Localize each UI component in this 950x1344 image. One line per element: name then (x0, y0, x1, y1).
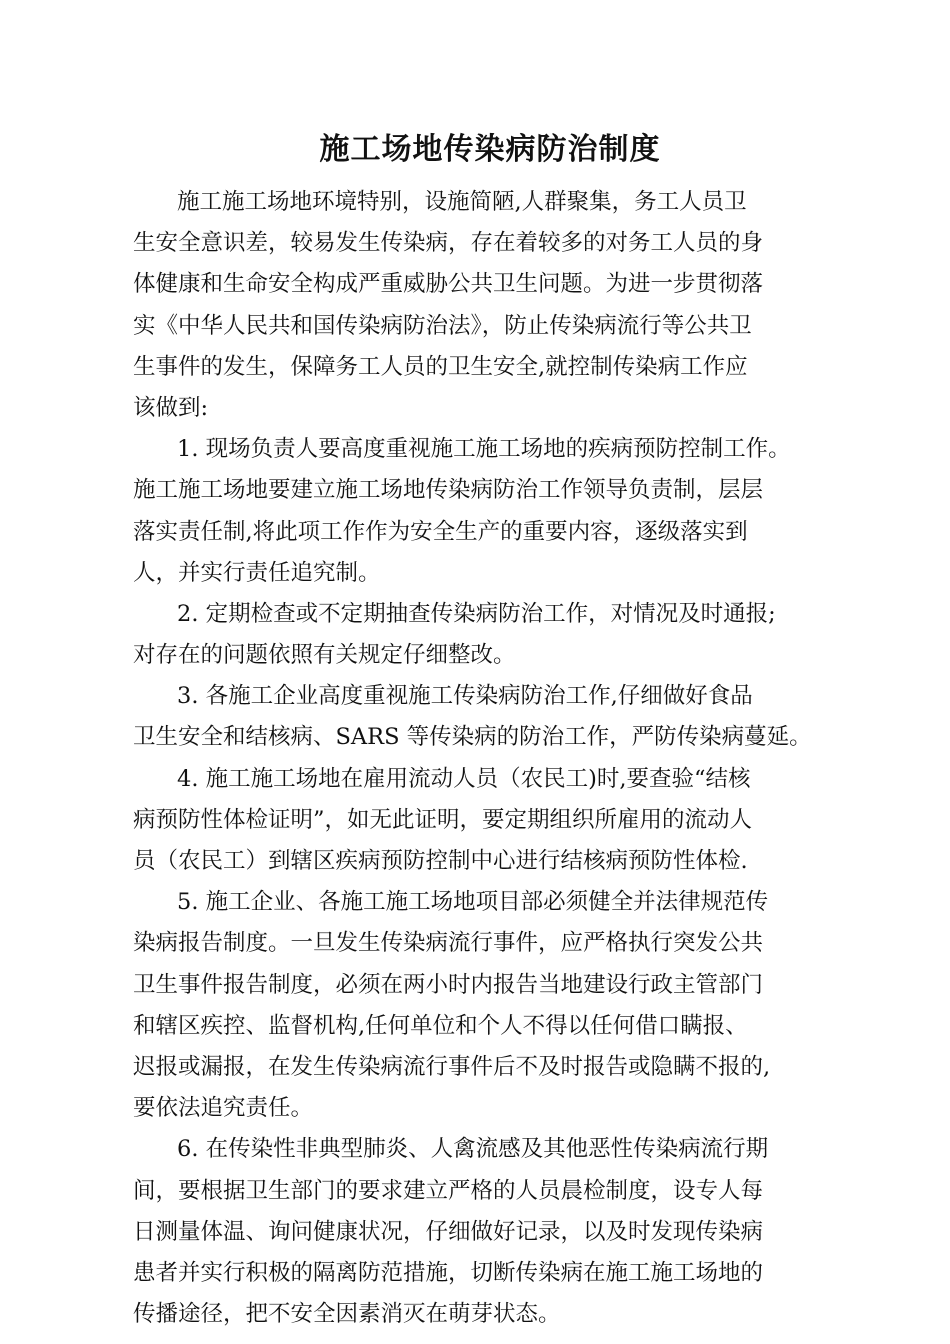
body-line: 2. 定期检查或不定期抽查传染病防治工作，对情况及时通报; (177, 600, 776, 627)
body-line: 生事件的发生，保障务工人员的卫生安全,就控制传染病工作应 (133, 353, 748, 380)
body-line: 要依法追究责任。 (133, 1095, 314, 1122)
body-line: 日测量体温、询问健康状况，仔细做好记录，以及时发现传染病 (133, 1218, 764, 1245)
body-line: 卫生事件报告制度，必须在两小时内报告当地建设行政主管部门 (133, 971, 764, 998)
body-line: 1. 现场负责人要高度重视施工施工场地的疾病预防控制工作。 (177, 436, 791, 463)
body-line: 落实责任制,将此项工作作为安全生产的重要内容，逐级落实到 (133, 518, 748, 545)
body-line: 间，要根据卫生部门的要求建立严格的人员晨检制度，设专人每 (133, 1177, 764, 1204)
body-line: 迟报或漏报，在发生传染病流行事件后不及时报告或隐瞒不报的, (133, 1053, 771, 1080)
body-line: 6. 在传染性非典型肺炎、人禽流感及其他恶性传染病流行期 (177, 1136, 769, 1163)
document-title: 施工场地传染病防治制度 (319, 132, 661, 167)
document-body (133, 182, 823, 1335)
body-line: 施工施工场地要建立施工场地传染病防治工作领导负责制，层层 (133, 477, 764, 504)
body-line: 5. 施工企业、各施工施工场地项目部必须健全并法律规范传 (177, 889, 769, 916)
body-line: 3. 各施工企业高度重视施工传染病防治工作,仔细做好食品 (177, 683, 753, 710)
body-line: 和辖区疾控、监督机构,任何单位和个人不得以任何借口瞒报、 (133, 1012, 748, 1039)
body-line: 传播途径，把不安全因素消灭在萌芽状态。 (133, 1301, 561, 1328)
body-line: 人，并实行责任追究制。 (133, 559, 381, 586)
body-line: 生安全意识差，较易发生传染病，存在着较多的对务工人员的身 (133, 230, 764, 257)
body-line: 患者并实行积极的隔离防范措施，切断传染病在施工施工场地的 (133, 1259, 764, 1286)
body-line: 病预防性体检证明”，如无此证明，要定期组织所雇用的流动人 (133, 806, 753, 833)
body-line: 卫生安全和结核病、SARS 等传染病的防治工作，严防传染病蔓延。 (133, 724, 812, 751)
body-line: 染病报告制度。一旦发生传染病流行事件，应严格执行突发公共 (133, 930, 764, 957)
body-line: 实《中华人民共和国传染病防治法》，防止传染病流行等公共卫 (133, 312, 752, 339)
body-line: 施工施工场地环境特别，设施简陋,人群聚集，务工人员卫 (177, 189, 747, 215)
body-line: 对存在的问题依照有关规定仔细整改。 (133, 642, 516, 669)
body-line: 该做到: (133, 394, 209, 421)
body-line: 员（农民工）到辖区疾病预防控制中心进行结核病预防性体检. (133, 848, 748, 874)
body-line: 体健康和生命安全构成严重威胁公共卫生问题。为进一步贯彻落 (133, 271, 764, 298)
body-line: 4. 施工施工场地在雇用流动人员（农民工)时,要查验“结核 (177, 765, 751, 792)
